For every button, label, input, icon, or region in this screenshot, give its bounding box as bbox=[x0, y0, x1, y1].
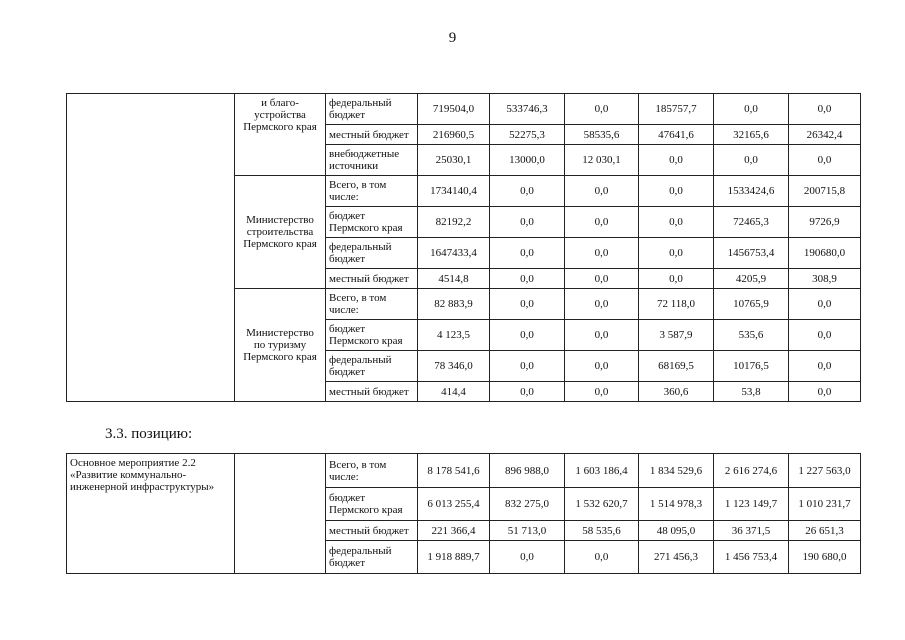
responsible-cell: и благо- устройства Пермского края bbox=[235, 94, 326, 176]
value-cell: 0,0 bbox=[714, 145, 789, 176]
funding-source-cell: местный бюджет bbox=[326, 269, 418, 289]
value-cell: 6 013 255,4 bbox=[418, 488, 490, 521]
value-cell: 1 532 620,7 bbox=[565, 488, 639, 521]
value-cell: 0,0 bbox=[639, 238, 714, 269]
responsible-cell: Министерство строительства Пермского края bbox=[235, 176, 326, 289]
value-cell: 82 883,9 bbox=[418, 289, 490, 320]
funding-source-cell: внебюджетные источники bbox=[326, 145, 418, 176]
value-cell: 0,0 bbox=[490, 541, 565, 574]
value-cell: 0,0 bbox=[639, 269, 714, 289]
value-cell: 0,0 bbox=[490, 351, 565, 382]
value-cell: 185757,7 bbox=[639, 94, 714, 125]
value-cell: 0,0 bbox=[490, 238, 565, 269]
budget-table-continued bbox=[66, 93, 861, 402]
value-cell: 1 456 753,4 bbox=[714, 541, 789, 574]
value-cell: 0,0 bbox=[490, 382, 565, 402]
funding-source-cell: бюджет Пермского края bbox=[326, 207, 418, 238]
table-row bbox=[67, 454, 861, 488]
value-cell: 3 587,9 bbox=[639, 320, 714, 351]
value-cell: 535,6 bbox=[714, 320, 789, 351]
funding-source-cell: местный бюджет bbox=[326, 125, 418, 145]
value-cell: 0,0 bbox=[565, 94, 639, 125]
value-cell: 68169,5 bbox=[639, 351, 714, 382]
value-cell: 1647433,4 bbox=[418, 238, 490, 269]
value-cell: 0,0 bbox=[565, 176, 639, 207]
value-cell: 221 366,4 bbox=[418, 521, 490, 541]
section-heading: 3.3. позицию: bbox=[105, 426, 193, 442]
value-cell: 26342,4 bbox=[789, 125, 861, 145]
value-cell: 0,0 bbox=[565, 382, 639, 402]
value-cell: 0,0 bbox=[565, 207, 639, 238]
value-cell: 308,9 bbox=[789, 269, 861, 289]
value-cell: 58 535,6 bbox=[565, 521, 639, 541]
value-cell: 4514,8 bbox=[418, 269, 490, 289]
value-cell: 0,0 bbox=[789, 145, 861, 176]
value-cell: 0,0 bbox=[490, 320, 565, 351]
funding-source-cell: бюджет Пермского края bbox=[326, 320, 418, 351]
value-cell: 2 616 274,6 bbox=[714, 454, 789, 488]
value-cell: 72 118,0 bbox=[639, 289, 714, 320]
funding-source-cell: федеральный бюджет bbox=[326, 238, 418, 269]
value-cell: 0,0 bbox=[490, 289, 565, 320]
value-cell: 0,0 bbox=[639, 207, 714, 238]
value-cell: 0,0 bbox=[490, 176, 565, 207]
value-cell: 8 178 541,6 bbox=[418, 454, 490, 488]
value-cell: 271 456,3 bbox=[639, 541, 714, 574]
value-cell: 1456753,4 bbox=[714, 238, 789, 269]
value-cell: 1 123 149,7 bbox=[714, 488, 789, 521]
value-cell: 0,0 bbox=[565, 238, 639, 269]
funding-source-cell: местный бюджет bbox=[326, 382, 418, 402]
value-cell: 0,0 bbox=[565, 269, 639, 289]
value-cell: 0,0 bbox=[714, 94, 789, 125]
value-cell: 0,0 bbox=[565, 351, 639, 382]
value-cell: 414,4 bbox=[418, 382, 490, 402]
value-cell: 1 514 978,3 bbox=[639, 488, 714, 521]
value-cell: 13000,0 bbox=[490, 145, 565, 176]
value-cell: 32165,6 bbox=[714, 125, 789, 145]
value-cell: 0,0 bbox=[565, 289, 639, 320]
value-cell: 58535,6 bbox=[565, 125, 639, 145]
value-cell: 1 227 563,0 bbox=[789, 454, 861, 488]
value-cell: 9726,9 bbox=[789, 207, 861, 238]
value-cell: 1 918 889,7 bbox=[418, 541, 490, 574]
value-cell: 47641,6 bbox=[639, 125, 714, 145]
value-cell: 0,0 bbox=[565, 541, 639, 574]
value-cell: 0,0 bbox=[789, 382, 861, 402]
value-cell: 1734140,4 bbox=[418, 176, 490, 207]
value-cell: 10176,5 bbox=[714, 351, 789, 382]
value-cell: 896 988,0 bbox=[490, 454, 565, 488]
page-number: 9 bbox=[448, 30, 457, 46]
value-cell: 0,0 bbox=[789, 351, 861, 382]
value-cell: 0,0 bbox=[639, 145, 714, 176]
responsible-cell bbox=[235, 454, 326, 574]
value-cell: 1533424,6 bbox=[714, 176, 789, 207]
funding-source-cell: федеральный бюджет bbox=[326, 541, 418, 574]
value-cell: 1 834 529,6 bbox=[639, 454, 714, 488]
value-cell: 1 010 231,7 bbox=[789, 488, 861, 521]
table-row bbox=[67, 94, 861, 125]
value-cell: 190680,0 bbox=[789, 238, 861, 269]
value-cell: 360,6 bbox=[639, 382, 714, 402]
value-cell: 53,8 bbox=[714, 382, 789, 402]
value-cell: 216960,5 bbox=[418, 125, 490, 145]
value-cell: 0,0 bbox=[789, 320, 861, 351]
responsible-cell: Министерство по туризму Пермского края bbox=[235, 289, 326, 402]
value-cell: 48 095,0 bbox=[639, 521, 714, 541]
value-cell: 4 123,5 bbox=[418, 320, 490, 351]
value-cell: 4205,9 bbox=[714, 269, 789, 289]
value-cell: 0,0 bbox=[490, 207, 565, 238]
funding-source-cell: федеральный бюджет bbox=[326, 351, 418, 382]
budget-table-position bbox=[66, 453, 861, 574]
value-cell: 190 680,0 bbox=[789, 541, 861, 574]
value-cell: 719504,0 bbox=[418, 94, 490, 125]
value-cell: 0,0 bbox=[490, 269, 565, 289]
value-cell: 36 371,5 bbox=[714, 521, 789, 541]
funding-source-cell: федеральный бюджет bbox=[326, 94, 418, 125]
value-cell: 0,0 bbox=[565, 320, 639, 351]
value-cell: 78 346,0 bbox=[418, 351, 490, 382]
value-cell: 82192,2 bbox=[418, 207, 490, 238]
value-cell: 832 275,0 bbox=[490, 488, 565, 521]
value-cell: 0,0 bbox=[789, 289, 861, 320]
value-cell: 0,0 bbox=[789, 94, 861, 125]
funding-source-cell: Всего, в том числе: bbox=[326, 454, 418, 488]
value-cell: 533746,3 bbox=[490, 94, 565, 125]
funding-source-cell: Всего, в том числе: bbox=[326, 289, 418, 320]
value-cell: 1 603 186,4 bbox=[565, 454, 639, 488]
value-cell: 72465,3 bbox=[714, 207, 789, 238]
value-cell: 26 651,3 bbox=[789, 521, 861, 541]
value-cell: 200715,8 bbox=[789, 176, 861, 207]
event-cell bbox=[67, 94, 235, 402]
value-cell: 25030,1 bbox=[418, 145, 490, 176]
funding-source-cell: Всего, в том числе: bbox=[326, 176, 418, 207]
event-cell: Основное мероприятие 2.2 «Развитие коммунально- инженерной инфраструктуры» bbox=[67, 454, 235, 574]
funding-source-cell: местный бюджет bbox=[326, 521, 418, 541]
value-cell: 10765,9 bbox=[714, 289, 789, 320]
value-cell: 52275,3 bbox=[490, 125, 565, 145]
funding-source-cell: бюджет Пермского края bbox=[326, 488, 418, 521]
value-cell: 12 030,1 bbox=[565, 145, 639, 176]
value-cell: 0,0 bbox=[639, 176, 714, 207]
value-cell: 51 713,0 bbox=[490, 521, 565, 541]
